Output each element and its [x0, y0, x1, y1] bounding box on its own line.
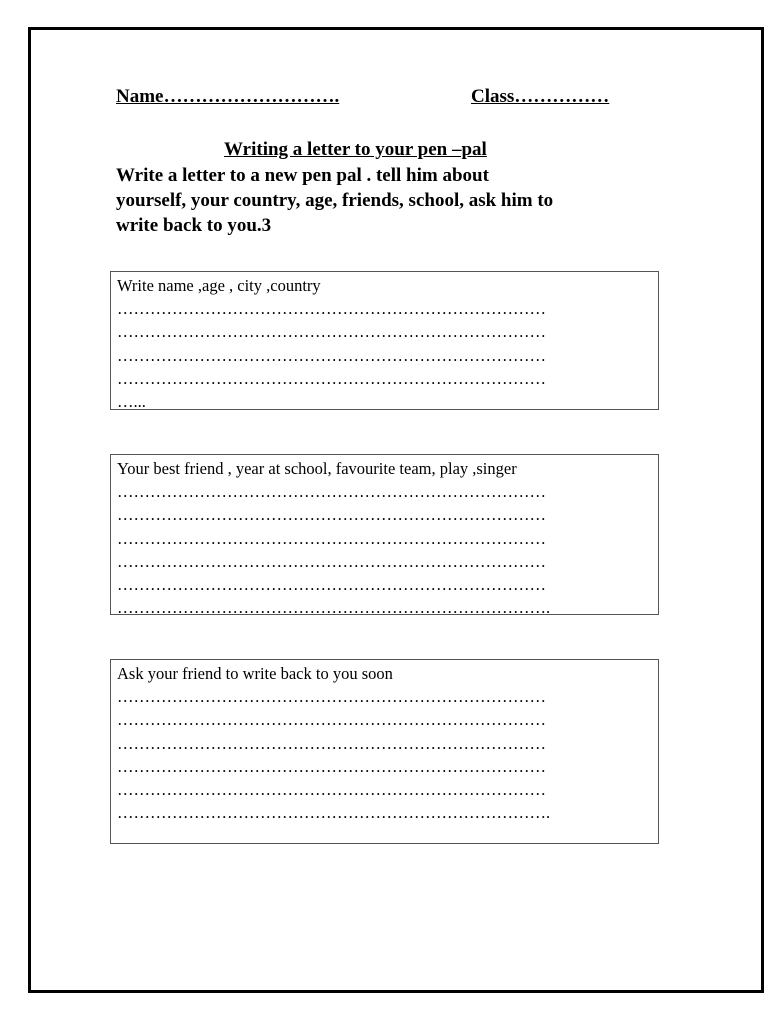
worksheet-title: Writing a letter to your pen –pal: [224, 139, 487, 160]
class-field[interactable]: Class……………: [471, 86, 610, 107]
instruction-line: Write a letter to a new pen pal . tell him about: [116, 165, 489, 186]
answer-line[interactable]: ……………………………………………………………………: [117, 756, 546, 776]
answer-line[interactable]: ……………………………………………………………………: [117, 710, 546, 730]
answer-line[interactable]: ……………………………………………………………………: [117, 482, 546, 502]
box-prompt: Ask your friend to write back to you soon: [117, 664, 393, 683]
box-prompt: Write name ,age , city ,country: [117, 276, 321, 295]
answer-box-personal-info[interactable]: [110, 271, 659, 410]
answer-line[interactable]: ……………………………………………………………………: [117, 505, 546, 525]
answer-line[interactable]: …………………………………………………………………….: [117, 803, 551, 823]
box-prompt: Your best friend , year at school, favourite team, play ,singer: [117, 459, 517, 478]
answer-line[interactable]: ……………………………………………………………………: [117, 551, 546, 571]
answer-line[interactable]: …………………………………………………………………….: [117, 598, 551, 615]
instructions: [116, 163, 676, 238]
answer-line[interactable]: …...: [117, 391, 146, 410]
instruction-line: write back to you.3: [116, 215, 272, 236]
answer-line[interactable]: ……………………………………………………………………: [117, 574, 546, 594]
instruction-line: yourself, your country, age, friends, school, ask him to: [116, 190, 554, 211]
answer-line[interactable]: ……………………………………………………………………: [117, 299, 546, 319]
answer-line[interactable]: ……………………………………………………………………: [117, 345, 546, 365]
answer-box-write-back[interactable]: [110, 659, 659, 844]
answer-line[interactable]: ……………………………………………………………………: [117, 779, 546, 799]
answer-box-friends-school[interactable]: [110, 454, 659, 615]
answer-line[interactable]: ……………………………………………………………………: [117, 368, 546, 388]
name-field[interactable]: Name……………………….: [116, 86, 340, 107]
answer-line[interactable]: ……………………………………………………………………: [117, 733, 546, 753]
answer-line[interactable]: ……………………………………………………………………: [117, 528, 546, 548]
answer-line[interactable]: ……………………………………………………………………: [117, 322, 546, 342]
answer-line[interactable]: ……………………………………………………………………: [117, 687, 546, 707]
